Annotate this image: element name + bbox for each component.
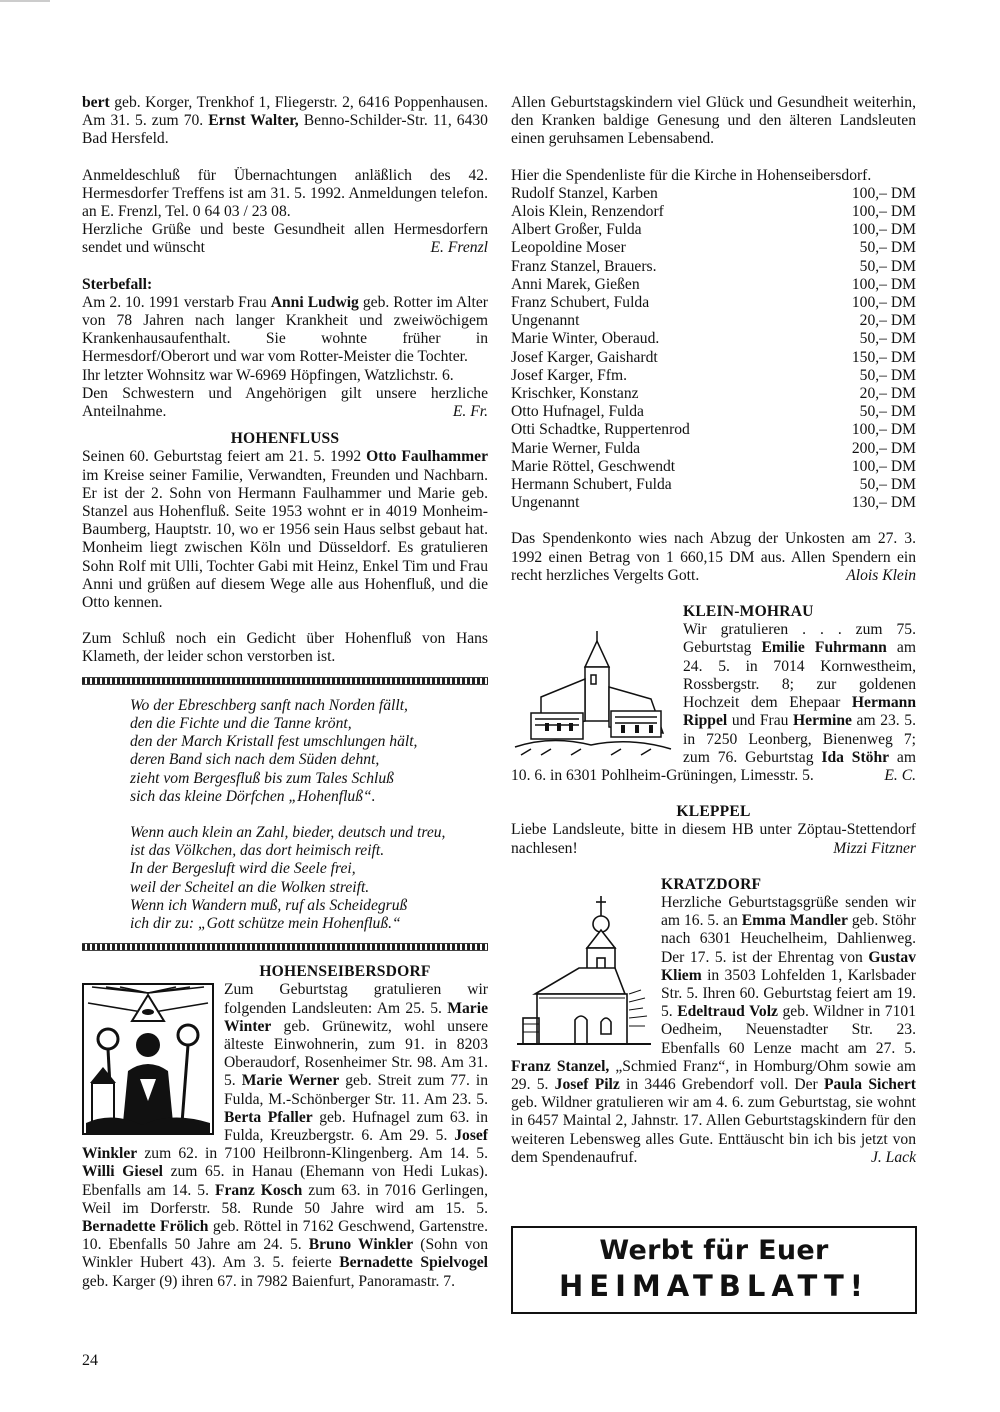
donation-amount: 20,– DM <box>859 312 916 330</box>
left-column <box>82 94 488 1291</box>
page-number: 24 <box>82 1352 98 1369</box>
name-highlight: Bruno Winkler <box>308 1236 414 1254</box>
text-run: und Frau <box>727 712 794 730</box>
name-highlight: Ida Stöhr <box>821 748 890 766</box>
donor-name: Marie Werner, Fulda <box>511 439 641 457</box>
ornament-divider-bottom <box>82 943 488 951</box>
donation-row <box>511 440 916 458</box>
kleppel-body: Liebe Landsleute, bitte in diesem HB unter Zöptau-Stettendorf nachlesen! <box>511 821 916 857</box>
text-run: geb. Röttel in 7162 Geschwend, Gartenstre. 10. Ebenfalls 50 Jahre am 24. 5. <box>82 1217 488 1254</box>
donation-row <box>511 221 916 239</box>
donor-name: Franz Stanzel, Brauers. <box>511 257 657 275</box>
donor-name: Rudolf Stanzel, Karben <box>511 184 658 202</box>
kleinmohrau-signature: E. C. <box>884 766 916 784</box>
donation-row <box>511 294 916 312</box>
text-run: zum 65. in Hanau (Ehemann von Hedi Lukas). Ebenfalls am 14. 5. <box>82 1163 489 1199</box>
donation-amount: 100,– DM <box>851 275 916 293</box>
sterbefall-condolence <box>82 385 488 421</box>
donation-amount: 50,– DM <box>859 257 916 275</box>
name-highlight: Marie Winter <box>224 999 488 1035</box>
text-run: im Kreise seiner Familie, Verwandten, Freunden und Nachbarn. Er ist der 2. Sohn von Hermann Faulhammer und Marie geb. Stanzel aus Hohenfluß. Seite 1953 wohnt er in 4019 Monheim-Baumberg, Hauptstr. 10, wo er 1956 sein Haus selbst gebaut hat. Monheim liegt zwischen Köln und Düsseldorf. Es gratulieren Sohn Rolf mit Ulli, Tochter Gabi mit Heinz, Enkel Tim und Frau Anni und grüßen auf diesem Wege alle aus Hohenfluß, und die Otto kennen. <box>82 466 488 612</box>
text-run: (Sohn von Winkler Hubert 43). Am 3. 5. feierte <box>82 1236 488 1272</box>
donation-row <box>511 458 916 476</box>
poem-line: den der March Kristall fest umschlungen hält, <box>130 733 418 751</box>
name-highlight: Josef Winkler <box>82 1126 488 1163</box>
sterbefall-text <box>82 294 488 367</box>
hohenfluss-text <box>82 448 488 612</box>
donor-name: Leopoldine Moser <box>511 239 626 257</box>
text-run: Seinen 60. Geburtstag feiert am 21. 5. 1992 <box>82 448 367 466</box>
right-column <box>511 94 916 1167</box>
text-run: Benno-Schilder-Str. 11, 6430 Bad Hersfeld. <box>82 112 488 148</box>
donation-amount: 50,– DM <box>859 366 916 384</box>
name-highlight: Berta Pfaller <box>224 1108 313 1126</box>
sterbefall-address: Ihr letzter Wohnsitz war W-6969 Höpfingen, Watzlichstr. 6. <box>82 366 454 384</box>
donation-amount: 50,– DM <box>859 330 916 348</box>
text-run: zum 63. in 7016 Gerlingen, Weil im Dorferstr. 58. Runde 50 Jahre wird am 15. 5. <box>82 1181 488 1217</box>
donation-row <box>511 349 916 367</box>
church-image-kleinmohrau <box>511 627 673 759</box>
donation-row <box>511 421 916 439</box>
donation-row <box>511 312 916 330</box>
text-run: geb. Streit zum 77. in Fulda, M.-Schönberger Str. 11. Am 23. 5. <box>224 1072 488 1108</box>
name-highlight: Willi Giesel <box>82 1163 163 1181</box>
donor-name: Ungenannt <box>511 494 580 512</box>
donor-name: Hermann Schubert, Fulda <box>511 476 672 494</box>
woodcut-illustration <box>82 983 214 1135</box>
hohenseibersdorf-heading: HOHENSEIBERSDORF <box>259 963 431 981</box>
text-run: am 10. 6. in 6301 Pohlheim-Grüningen, Limesstr. 5. <box>511 748 916 784</box>
poem-line: zieht vom Bergesfluß bis zum Tales Schluß <box>130 769 394 787</box>
woodcut-image <box>82 983 214 1135</box>
donor-name: Alois Klein, Renzendorf <box>511 203 664 221</box>
hermesdorf-signature: E. Frenzl <box>430 239 488 257</box>
ad-line-2: HEIMATBLATT! <box>559 1269 869 1303</box>
text-run: „Schmied Franz“, in Homburg/Ohm sowie am 29. 5. <box>511 1057 916 1093</box>
poem-stanza-2 <box>82 824 488 933</box>
text-run: geb. Wildner in 7101 Oedheim, Neuenstadter Str. 23. Ebenfalls 60 Lenze macht am 27. 5. <box>661 1003 916 1057</box>
kratzdorf-signature: J. Lack <box>870 1148 916 1166</box>
poem-line: ist das Völkchen, das dort heimisch reift. <box>130 842 385 860</box>
poem-line: Wo der Ebreschberg sanft nach Norden fällt, <box>130 696 408 714</box>
donation-signature: Alois Klein <box>846 566 916 584</box>
name-highlight: Gustav Kliem <box>661 948 916 984</box>
poem-line: deren Band sich nach dem Süden dehnt, <box>130 751 380 769</box>
scan-mark <box>0 0 50 2</box>
name-highlight: Anni Ludwig <box>270 293 359 311</box>
kleppel-signature: Mizzi Fitzner <box>833 839 916 857</box>
donation-amount: 200,– DM <box>851 439 916 457</box>
heimatblatt-ad-box <box>511 1226 917 1314</box>
donation-amount: 20,– DM <box>859 385 916 403</box>
text-run: zum 62. in 7100 Heilbronn-Klingenberg. Am 14. 5. <box>137 1145 488 1163</box>
donation-amount: 100,– DM <box>851 203 916 221</box>
poem-line: ich dir zu: „Gott schütze mein Hohenfluß.“ <box>130 914 401 932</box>
hermesdorf-registration: Anmeldeschluß für Übernachtungen anläßlich des 42. Hermesdorfer Treffens ist am 31. 5. 1992. Anmeldungen telefon. an E. Frenzl, Tel. 0 64 03 / 23 08. <box>82 166 488 221</box>
donation-amount: 150,– DM <box>851 348 916 366</box>
ad-line-1: Werbt für Euer <box>599 1235 829 1266</box>
donor-name: Otti Schadtke, Ruppertenrod <box>511 421 690 439</box>
text-run: in 3446 Grebendorf voll. Der <box>619 1075 824 1093</box>
text-run: geb. Karger (9) ihren 67. in 7982 Baienfurt, Panoramastr. 7. <box>82 1272 456 1290</box>
name-highlight: Otto Faulhammer <box>366 448 488 466</box>
text-run: geb. Grünewitz, wohl unsere älteste Einwohnerin, zum 91. in 8203 Oberaudorf, Rosenheimer Str. 98. Am 31. 5. <box>224 1017 488 1090</box>
donation-account-body: Das Spendenkonto wies nach Abzug der Unkosten am 27. 3. 1992 einen Betrag von 1 660,15 DM aus. Allen Spendern ein recht herzliches Vergelts Gott. <box>511 530 916 584</box>
poem-line: Wenn auch klein an Zahl, bieder, deutsch und treu, <box>130 823 446 841</box>
name-highlight: Emma Mandler <box>741 912 848 930</box>
name-highlight: Ernst Walter, <box>208 112 299 130</box>
text-run: am 23. 5. in 7250 Leonberg, Bienenweg 7; zum 76. Geburtstag <box>683 712 917 766</box>
donation-row <box>511 476 916 494</box>
donation-amount: 50,– DM <box>859 239 916 257</box>
donation-amount: 50,– DM <box>859 476 916 494</box>
name-highlight: Bernadette Spielvogel <box>339 1254 488 1272</box>
name-highlight: Bernadette Frölich <box>82 1217 209 1235</box>
text-run: geb. Korger, Trenkhof 1, Fliegerstr. 2, 6416 Poppenhausen. Am 31. 5. zum 70. <box>82 94 488 130</box>
poem-line: sich das kleine Dörfchen „Hohenfluß“. <box>130 787 376 805</box>
hohenseibersdorf-wishes: Allen Geburtstagskindern viel Glück und Gesundheit weiterhin, den Kranken baldige Genesung und den älteren Landsleuten einen geruhsamen Lebensabend. <box>511 94 916 148</box>
poem-stanza-1 <box>82 697 488 806</box>
donation-row <box>511 276 916 294</box>
text-run: geb. Hufnagel zum 63. in Fulda, Kreuzbergstr. 6. Am 29. 5. <box>224 1108 488 1144</box>
poem-intro: Zum Schluß noch ein Gedicht über Hohenfluß von Hans Klameth, der leider schon verstorben ist. <box>82 630 488 666</box>
donation-row <box>511 185 916 203</box>
hohenfluss-heading: HOHENFLUSS <box>230 430 340 448</box>
donation-row <box>511 239 916 257</box>
name-highlight: Emilie Fuhrmann <box>761 639 887 657</box>
donation-amount: 100,– DM <box>851 294 916 312</box>
name-highlight: Hermann Rippel <box>683 694 916 730</box>
donation-row <box>511 403 916 421</box>
poem-line: In der Bergesluft wird die Seele frei, <box>130 860 356 878</box>
text-run: Herzliche Geburtstagsgrüße senden wir am 16. 5. an <box>661 893 916 930</box>
church-illustration-kleinmohrau <box>511 627 673 759</box>
hermesdorf-greeting-text: Herzliche Grüße und beste Gesundheit allen Hermesdorfern sendet und wünscht <box>82 221 488 257</box>
donation-amount: 50,– DM <box>859 403 916 421</box>
hermesdorf-birthdays-end <box>82 94 488 149</box>
church-image-kratzdorf <box>517 894 651 1054</box>
donation-list-intro: Hier die Spendenliste für die Kirche in Hohenseibersdorf. <box>511 166 872 184</box>
donor-name: Ungenannt <box>511 312 580 330</box>
donation-account-text <box>511 530 916 585</box>
donor-name: Krischker, Konstanz <box>511 385 639 403</box>
donor-name: Marie Röttel, Geschwendt <box>511 457 676 475</box>
text-run: am 24. 5. in 7014 Kornwestheim, Rossbergstr. 8; zur goldenen Hochzeit dem Ehepaar <box>683 639 916 712</box>
donation-row <box>511 367 916 385</box>
name-highlight: Franz Stanzel, <box>511 1057 610 1075</box>
donation-row <box>511 494 916 512</box>
donation-amount: 100,– DM <box>851 457 916 475</box>
text-run: geb. Stöhr nach 6301 Heuchelheim, Dahlienweg. Der 17. 5. ist der Ehrentag von <box>661 912 916 966</box>
donation-row <box>511 330 916 348</box>
poem-line: weil der Scheitel an die Wolken streift. <box>130 878 370 896</box>
kleppel-heading: KLEPPEL <box>676 803 751 821</box>
sterbefall-heading: Sterbefall: <box>82 275 153 293</box>
donation-row <box>511 203 916 221</box>
text-run: geb. Rotter im Alter von 78 Jahren nach langer Krankheit und zweiwöchigem Krankenhausaufenthalt. Sie wohnte früher in Hermesdorf/Oberort und war vom Rotter-Meister die Tochter. <box>82 293 488 366</box>
donor-name: Josef Karger, Ffm. <box>511 366 628 384</box>
kratzdorf-heading: KRATZDORF <box>661 875 762 893</box>
donor-name: Anni Marek, Gießen <box>511 275 640 293</box>
name-highlight: Josef Pilz <box>554 1075 620 1093</box>
donor-name: Marie Winter, Oberaud. <box>511 330 660 348</box>
poem-line: den die Fichte und die Tanne krönt, <box>130 714 352 732</box>
text-run: Zum Geburtstag gratulieren wir folgenden Landsleuten: Am 25. 5. <box>224 981 488 1017</box>
text-run: in 3503 Lohfelden 1, Karlsbader Str. 5. Ihren 60. Geburtstag feiert am 19. 5. <box>661 966 916 1021</box>
name-highlight: Franz Kosch <box>214 1181 303 1199</box>
name-highlight: Marie Werner <box>241 1072 340 1090</box>
donor-name: Franz Schubert, Fulda <box>511 294 650 312</box>
text-run: Am 2. 10. 1991 verstarb Frau <box>82 293 271 311</box>
ornament-divider-top <box>82 677 488 685</box>
poem-line: Wenn ich Wandern muß, ruf als Scheidegruß <box>130 896 408 914</box>
sterbefall-condolence-text: Den Schwestern und Angehörigen gilt unsere herzliche Anteilnahme. <box>82 384 488 421</box>
donation-list <box>511 185 916 513</box>
name-highlight: Hermine <box>793 712 852 730</box>
kleppel-text <box>511 821 916 857</box>
name-highlight: Edeltraud Volz <box>677 1003 778 1021</box>
donation-amount: 100,– DM <box>851 221 916 239</box>
donor-name: Albert Großer, Fulda <box>511 221 642 239</box>
text-run: geb. Wildner gratulieren wir am 4. 6. zum Geburtstag, sie wohnt in 6457 Maintal 2, Jahnstr. 17. Allen Geburtstagskindern für den weiteren Lebensweg alles Gute. Enttäuscht bin ich bis jetzt von dem Spendenaufruf. <box>511 1094 916 1166</box>
donation-row <box>511 258 916 276</box>
name-highlight: bert <box>82 94 110 111</box>
kleinmohrau-heading: KLEIN-MOHRAU <box>683 603 814 621</box>
donation-amount: 100,– DM <box>851 184 916 202</box>
name-highlight: Paula Sichert <box>823 1075 916 1093</box>
donation-amount: 130,– DM <box>851 494 916 512</box>
donation-amount: 100,– DM <box>851 421 916 439</box>
church-illustration-kratzdorf <box>517 894 651 1054</box>
text-run: Wir gratulieren . . . zum 75. Geburtstag <box>683 621 916 657</box>
donor-name: Otto Hufnagel, Fulda <box>511 403 644 421</box>
hermesdorf-greeting <box>82 221 488 257</box>
donation-row <box>511 385 916 403</box>
donor-name: Josef Karger, Gaishardt <box>511 348 658 366</box>
sterbefall-signature: E. Fr. <box>452 403 488 421</box>
